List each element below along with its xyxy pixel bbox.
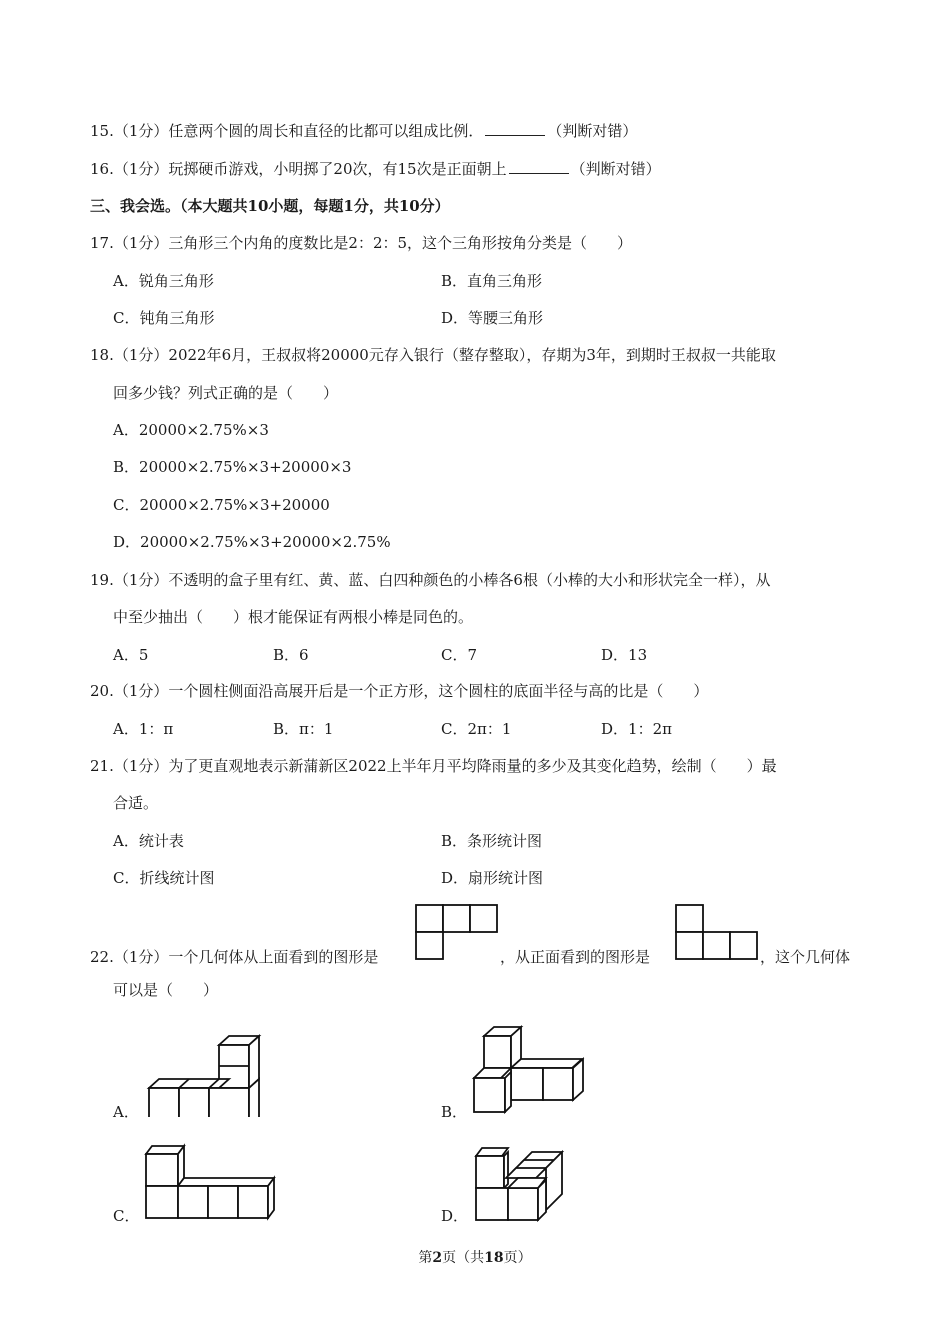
q21-option-c: C．折线统计图: [113, 869, 215, 887]
q16-answer-blank[interactable]: [509, 159, 569, 174]
q19-option-c: C．7: [441, 646, 478, 664]
q18-option-b: B．20000×2.75%×3+20000×3: [113, 458, 352, 476]
footer-prefix: 第: [418, 1250, 433, 1266]
q18-stem-line1: 18.（1分）2022年6月，王叔叔将20000元存入银行（整存整取），存期为3年，到期时王叔叔一共能取: [90, 346, 776, 364]
q16-suffix: （判断对错）: [570, 160, 661, 178]
q17-option-d: D．等腰三角形: [441, 309, 544, 327]
footer-mid: 页（共: [442, 1250, 485, 1266]
front-view-figure: [674, 903, 764, 963]
q22-stem-part-c: ，这个几何体: [760, 948, 851, 966]
q20-option-a: A．1：π: [113, 720, 174, 738]
page-footer: [0, 1247, 950, 1267]
footer-suffix: 页）: [503, 1250, 532, 1266]
q21-stem-line2: 合适。: [113, 794, 159, 812]
q20-option-d: D．1：2π: [601, 720, 672, 738]
q18-option-c: C．20000×2.75%×3+20000: [113, 496, 330, 514]
question-16: [90, 159, 661, 179]
q17-stem: 17.（1分）三角形三个内角的度数比是2：2：5，这个三角形按角分类是（ ）: [90, 234, 633, 252]
q18-stem-line2: 回多少钱？列式正确的是（ ）: [113, 384, 339, 402]
question-15: [90, 121, 637, 141]
footer-total-pages: 18: [484, 1250, 504, 1266]
option-a-solid-figure: [140, 1022, 265, 1117]
q20-stem: 20.（1分）一个圆柱侧面沿高展开后是一个正方形，这个圆柱的底面半径与高的比是（ ）: [90, 682, 709, 700]
option-b-solid-figure: [470, 1024, 590, 1119]
q19-option-b: B．6: [273, 646, 309, 664]
top-view-figure: [414, 903, 504, 963]
q20-option-b: B．π：1: [273, 720, 334, 738]
q16-text: 16.（1分）玩掷硬币游戏，小明掷了20次，有15次是正面朝上: [90, 160, 507, 178]
q19-stem-line1: 19.（1分）不透明的盒子里有红、黄、蓝、白四种颜色的小棒各6根（小棒的大小和形状完全一样），从: [90, 571, 771, 589]
q22-stem-line2: 可以是（ ）: [113, 981, 219, 999]
section-3-heading: 三、我会选。（本大题共10小题，每题1分，共10分）: [90, 197, 450, 215]
footer-page-number: 2: [432, 1250, 443, 1266]
q15-suffix: （判断对错）: [547, 122, 638, 140]
q21-stem-line1: 21.（1分）为了更直观地表示新蒲新区2022上半年月平均降雨量的多少及其变化趋势，绘制（ ）最: [90, 757, 777, 775]
option-c-solid-figure: [140, 1140, 280, 1225]
q22-stem-part-b: ，从正面看到的图形是: [500, 948, 651, 966]
q19-stem-line2: 中至少抽出（ ）根才能保证有两根小棒是同色的。: [113, 608, 474, 626]
q22-option-a-label: A．: [113, 1103, 139, 1121]
q22-option-b-label: B．: [441, 1103, 468, 1121]
q15-answer-blank[interactable]: [485, 121, 545, 136]
q20-option-c: C．2π：1: [441, 720, 512, 738]
q22-option-d-label: D．: [441, 1207, 469, 1225]
q19-option-a: A．5: [113, 646, 149, 664]
q18-option-d: D．20000×2.75%×3+20000×2.75%: [113, 533, 391, 551]
q17-option-a: A．锐角三角形: [113, 272, 214, 290]
q21-option-a: A．统计表: [113, 832, 184, 850]
option-d-solid-figure: [470, 1142, 570, 1227]
q22-option-c-label: C．: [113, 1207, 140, 1225]
q21-option-d: D．扇形统计图: [441, 869, 544, 887]
q21-option-b: B．条形统计图: [441, 832, 543, 850]
q18-option-a: A．20000×2.75%×3: [113, 421, 269, 439]
q17-option-c: C．钝角三角形: [113, 309, 215, 327]
q19-option-d: D．13: [601, 646, 648, 664]
q15-text: 15.（1分）任意两个圆的周长和直径的比都可以组成比例．: [90, 122, 484, 140]
q17-option-b: B．直角三角形: [441, 272, 543, 290]
q22-stem-part-a: 22.（1分）一个几何体从上面看到的图形是: [90, 948, 379, 966]
